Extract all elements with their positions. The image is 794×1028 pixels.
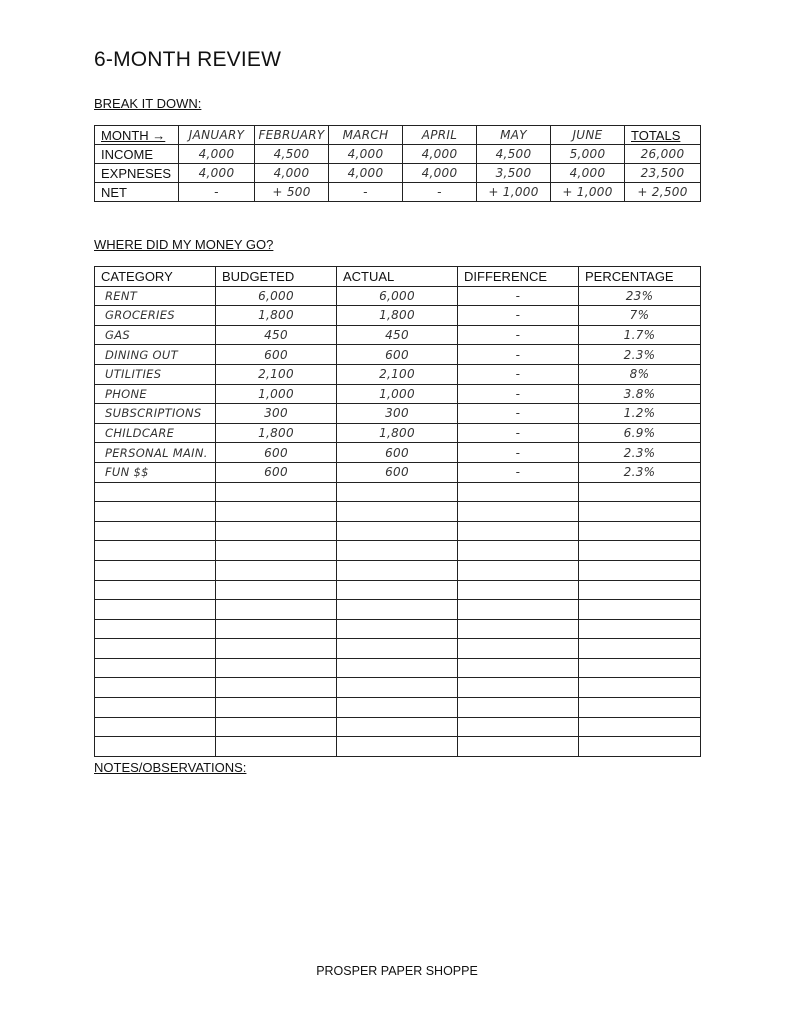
empty-cell: [95, 678, 216, 698]
actual-cell: 6,000: [337, 286, 458, 306]
empty-cell: [216, 482, 337, 502]
empty-cell: [95, 639, 216, 659]
percentage-cell: 8%: [579, 364, 701, 384]
totals-label: TOTALS: [625, 126, 701, 145]
empty-cell: [216, 717, 337, 737]
row-label-net: NET: [95, 183, 179, 202]
empty-cell: [458, 560, 579, 580]
empty-cell: [95, 560, 216, 580]
difference-cell: -: [458, 404, 579, 424]
spending-heading: WHERE DID MY MONEY GO?: [94, 237, 274, 252]
footer-brand: PROSPER PAPER SHOPPE: [316, 964, 478, 978]
empty-row: [95, 698, 701, 718]
breakdown-net-row: [95, 183, 701, 202]
net-value: + 1,000: [477, 183, 551, 202]
spending-row: [95, 306, 701, 326]
empty-cell: [95, 521, 216, 541]
empty-cell: [458, 619, 579, 639]
category-cell: PERSONAL MAIN.: [95, 443, 216, 463]
empty-cell: [458, 521, 579, 541]
empty-row: [95, 658, 701, 678]
month-corner-label: MONTH →: [95, 126, 179, 145]
breakdown-header-row: [95, 126, 701, 145]
empty-cell: [458, 482, 579, 502]
budgeted-cell: 2,100: [216, 364, 337, 384]
difference-cell: -: [458, 384, 579, 404]
category-cell: RENT: [95, 286, 216, 306]
empty-cell: [579, 600, 701, 620]
empty-cell: [579, 717, 701, 737]
spending-row: [95, 286, 701, 306]
empty-cell: [337, 717, 458, 737]
spending-row: [95, 404, 701, 424]
expense-total: 23,500: [625, 164, 701, 183]
empty-cell: [337, 737, 458, 757]
empty-cell: [579, 560, 701, 580]
category-cell: DINING OUT: [95, 345, 216, 365]
empty-cell: [216, 737, 337, 757]
difference-cell: -: [458, 286, 579, 306]
budgeted-cell: 1,800: [216, 423, 337, 443]
header-actual: ACTUAL: [337, 267, 458, 287]
category-cell: FUN $$: [95, 462, 216, 482]
actual-cell: 1,800: [337, 306, 458, 326]
empty-cell: [458, 698, 579, 718]
empty-cell: [95, 482, 216, 502]
empty-row: [95, 678, 701, 698]
difference-cell: -: [458, 325, 579, 345]
empty-row: [95, 521, 701, 541]
actual-cell: 600: [337, 462, 458, 482]
empty-cell: [579, 737, 701, 757]
empty-cell: [337, 580, 458, 600]
empty-cell: [458, 678, 579, 698]
header-percentage: PERCENTAGE: [579, 267, 701, 287]
difference-cell: -: [458, 462, 579, 482]
empty-cell: [216, 678, 337, 698]
percentage-cell: 1.2%: [579, 404, 701, 424]
empty-row: [95, 639, 701, 659]
row-label-income: INCOME: [95, 145, 179, 164]
empty-cell: [95, 619, 216, 639]
budgeted-cell: 450: [216, 325, 337, 345]
income-value: 4,000: [403, 145, 477, 164]
budgeted-cell: 600: [216, 443, 337, 463]
empty-cell: [337, 678, 458, 698]
empty-cell: [337, 541, 458, 561]
header-category: CATEGORY: [95, 267, 216, 287]
net-total: + 2,500: [625, 183, 701, 202]
empty-cell: [95, 717, 216, 737]
month-february: FEBRUARY: [255, 126, 329, 145]
budgeted-cell: 300: [216, 404, 337, 424]
page-title: 6-MONTH REVIEW: [94, 48, 282, 71]
difference-cell: -: [458, 423, 579, 443]
spending-row: [95, 345, 701, 365]
category-cell: PHONE: [95, 384, 216, 404]
actual-cell: 600: [337, 443, 458, 463]
net-value: -: [179, 183, 255, 202]
empty-cell: [216, 541, 337, 561]
actual-cell: 1,000: [337, 384, 458, 404]
percentage-cell: 7%: [579, 306, 701, 326]
empty-cell: [216, 502, 337, 522]
income-value: 4,000: [179, 145, 255, 164]
actual-cell: 1,800: [337, 423, 458, 443]
percentage-cell: 3.8%: [579, 384, 701, 404]
percentage-cell: 2.3%: [579, 462, 701, 482]
empty-cell: [216, 698, 337, 718]
empty-cell: [216, 619, 337, 639]
actual-cell: 600: [337, 345, 458, 365]
empty-cell: [216, 639, 337, 659]
empty-cell: [216, 521, 337, 541]
spending-row: [95, 325, 701, 345]
spending-row: [95, 462, 701, 482]
difference-cell: -: [458, 443, 579, 463]
income-value: 4,000: [329, 145, 403, 164]
empty-row: [95, 502, 701, 522]
empty-cell: [579, 619, 701, 639]
breakdown-income-row: [95, 145, 701, 164]
breakdown-table: [94, 125, 701, 202]
income-value: 4,500: [477, 145, 551, 164]
empty-row: [95, 619, 701, 639]
net-value: -: [403, 183, 477, 202]
empty-row: [95, 482, 701, 502]
month-june: JUNE: [551, 126, 625, 145]
breakdown-expenses-row: [95, 164, 701, 183]
empty-cell: [579, 658, 701, 678]
difference-cell: -: [458, 345, 579, 365]
spending-row: [95, 364, 701, 384]
empty-cell: [337, 482, 458, 502]
spending-header-row: [95, 267, 701, 287]
expense-value: 4,000: [551, 164, 625, 183]
category-cell: GROCERIES: [95, 306, 216, 326]
expense-value: 4,000: [329, 164, 403, 183]
spending-row: [95, 423, 701, 443]
spending-row: [95, 384, 701, 404]
empty-row: [95, 737, 701, 757]
empty-cell: [216, 658, 337, 678]
empty-cell: [337, 619, 458, 639]
budgeted-cell: 1,800: [216, 306, 337, 326]
income-total: 26,000: [625, 145, 701, 164]
empty-cell: [337, 600, 458, 620]
percentage-cell: 2.3%: [579, 443, 701, 463]
budgeted-cell: 600: [216, 345, 337, 365]
category-cell: CHILDCARE: [95, 423, 216, 443]
month-march: MARCH: [329, 126, 403, 145]
income-value: 4,500: [255, 145, 329, 164]
month-january: JANUARY: [179, 126, 255, 145]
empty-cell: [95, 580, 216, 600]
spending-row: [95, 443, 701, 463]
empty-row: [95, 717, 701, 737]
month-april: APRIL: [403, 126, 477, 145]
empty-cell: [95, 541, 216, 561]
expense-value: 4,000: [403, 164, 477, 183]
empty-cell: [337, 658, 458, 678]
empty-cell: [579, 678, 701, 698]
month-may: MAY: [477, 126, 551, 145]
empty-cell: [458, 502, 579, 522]
empty-cell: [95, 658, 216, 678]
empty-cell: [216, 580, 337, 600]
budgeted-cell: 1,000: [216, 384, 337, 404]
percentage-cell: 2.3%: [579, 345, 701, 365]
difference-cell: -: [458, 364, 579, 384]
spending-table: [94, 266, 701, 757]
empty-row: [95, 600, 701, 620]
actual-cell: 300: [337, 404, 458, 424]
expense-value: 4,000: [179, 164, 255, 183]
empty-cell: [579, 698, 701, 718]
net-value: + 1,000: [551, 183, 625, 202]
row-label-expenses: EXPNESES: [95, 164, 179, 183]
header-budgeted: BUDGETED: [216, 267, 337, 287]
difference-cell: -: [458, 306, 579, 326]
net-value: -: [329, 183, 403, 202]
empty-cell: [579, 580, 701, 600]
empty-cell: [579, 502, 701, 522]
empty-cell: [95, 502, 216, 522]
category-cell: GAS: [95, 325, 216, 345]
empty-row: [95, 541, 701, 561]
category-cell: SUBSCRIPTIONS: [95, 404, 216, 424]
empty-row: [95, 580, 701, 600]
empty-cell: [458, 737, 579, 757]
empty-cell: [579, 639, 701, 659]
empty-cell: [458, 717, 579, 737]
empty-cell: [579, 521, 701, 541]
empty-cell: [216, 560, 337, 580]
header-difference: DIFFERENCE: [458, 267, 579, 287]
net-value: + 500: [255, 183, 329, 202]
empty-cell: [458, 639, 579, 659]
budgeted-cell: 600: [216, 462, 337, 482]
empty-cell: [458, 580, 579, 600]
empty-cell: [337, 639, 458, 659]
empty-cell: [337, 560, 458, 580]
notes-label: NOTES/OBSERVATIONS:: [94, 760, 247, 775]
empty-cell: [579, 541, 701, 561]
empty-cell: [216, 600, 337, 620]
breakdown-heading: BREAK IT DOWN:: [94, 96, 202, 111]
empty-cell: [458, 541, 579, 561]
percentage-cell: 6.9%: [579, 423, 701, 443]
empty-row: [95, 560, 701, 580]
empty-cell: [95, 600, 216, 620]
empty-cell: [337, 521, 458, 541]
income-value: 5,000: [551, 145, 625, 164]
category-cell: UTILITIES: [95, 364, 216, 384]
expense-value: 4,000: [255, 164, 329, 183]
empty-cell: [337, 502, 458, 522]
budgeted-cell: 6,000: [216, 286, 337, 306]
percentage-cell: 1.7%: [579, 325, 701, 345]
empty-cell: [95, 737, 216, 757]
empty-cell: [579, 482, 701, 502]
empty-cell: [458, 658, 579, 678]
percentage-cell: 23%: [579, 286, 701, 306]
actual-cell: 2,100: [337, 364, 458, 384]
empty-cell: [337, 698, 458, 718]
empty-cell: [95, 698, 216, 718]
expense-value: 3,500: [477, 164, 551, 183]
empty-cell: [458, 600, 579, 620]
actual-cell: 450: [337, 325, 458, 345]
